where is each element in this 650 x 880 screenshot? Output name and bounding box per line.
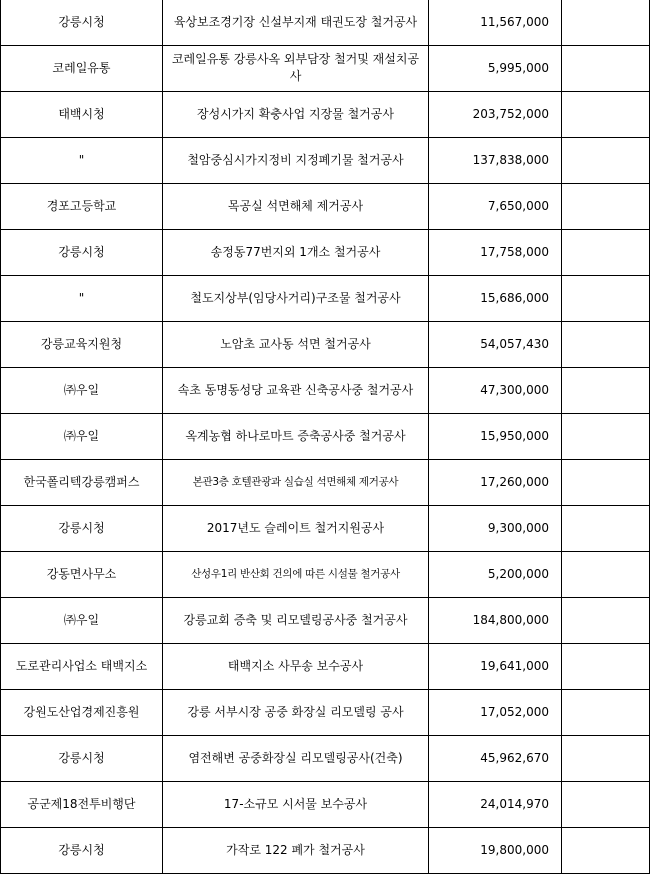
amount-cell: 184,800,000 — [429, 597, 562, 643]
project-cell: 염전해변 공중화장실 리모델링공사(건축) — [163, 735, 429, 781]
client-cell: 경포고등학교 — [1, 183, 163, 229]
client-cell: 강릉시청 — [1, 505, 163, 551]
table-row — [1, 229, 650, 275]
amount-cell: 47,300,000 — [429, 367, 562, 413]
note-cell — [562, 413, 650, 459]
amount-cell: 45,962,670 — [429, 735, 562, 781]
note-cell — [562, 827, 650, 873]
note-cell — [562, 229, 650, 275]
note-cell — [562, 45, 650, 91]
note-cell — [562, 781, 650, 827]
project-cell: 17-소규모 시서물 보수공사 — [163, 781, 429, 827]
amount-cell: 11,567,000 — [429, 0, 562, 45]
client-cell: 강릉시청 — [1, 735, 163, 781]
table-row — [1, 0, 650, 45]
project-cell: 철암중심시가지정비 지정폐기물 철거공사 — [163, 137, 429, 183]
project-cell: 가작로 122 폐가 철거공사 — [163, 827, 429, 873]
table-row — [1, 597, 650, 643]
client-cell: 한국폴리텍강릉캠퍼스 — [1, 459, 163, 505]
project-cell: 장성시가지 확충사업 지장물 철거공사 — [163, 91, 429, 137]
client-cell: " — [1, 275, 163, 321]
amount-cell: 5,200,000 — [429, 551, 562, 597]
table-row — [1, 505, 650, 551]
client-cell: 공군제18전투비행단 — [1, 781, 163, 827]
table-row — [1, 183, 650, 229]
table-row — [1, 367, 650, 413]
note-cell — [562, 735, 650, 781]
table-row — [1, 735, 650, 781]
project-cell: 산성우1리 반산회 건의에 따른 시설물 철거공사 — [163, 551, 429, 597]
note-cell — [562, 597, 650, 643]
note-cell — [562, 643, 650, 689]
amount-cell: 19,641,000 — [429, 643, 562, 689]
table-row — [1, 413, 650, 459]
note-cell — [562, 689, 650, 735]
amount-cell: 54,057,430 — [429, 321, 562, 367]
project-cell: 태백지소 사무송 보수공사 — [163, 643, 429, 689]
project-cell: 옥계농협 하나로마트 증축공사중 철거공사 — [163, 413, 429, 459]
note-cell — [562, 505, 650, 551]
note-cell — [562, 183, 650, 229]
client-cell: ㈜우일 — [1, 413, 163, 459]
table-row — [1, 91, 650, 137]
project-cell: 송정동77번지외 1개소 철거공사 — [163, 229, 429, 275]
client-cell: 도로관리사업소 태백지소 — [1, 643, 163, 689]
table-row — [1, 45, 650, 91]
client-cell: 강릉시청 — [1, 827, 163, 873]
amount-cell: 9,300,000 — [429, 505, 562, 551]
table-row — [1, 275, 650, 321]
amount-cell: 137,838,000 — [429, 137, 562, 183]
amount-cell: 203,752,000 — [429, 91, 562, 137]
table-row — [1, 689, 650, 735]
note-cell — [562, 91, 650, 137]
table-row — [1, 827, 650, 873]
table-row — [1, 459, 650, 505]
project-cell: 노암초 교사동 석면 철거공사 — [163, 321, 429, 367]
client-cell: " — [1, 137, 163, 183]
note-cell — [562, 137, 650, 183]
table-body — [1, 0, 650, 873]
note-cell — [562, 275, 650, 321]
project-cell: 강릉 서부시장 공중 화장실 리모델링 공사 — [163, 689, 429, 735]
project-cell: 목공실 석면해체 제거공사 — [163, 183, 429, 229]
amount-cell: 15,950,000 — [429, 413, 562, 459]
client-cell: 태백시청 — [1, 91, 163, 137]
client-cell: 강동면사무소 — [1, 551, 163, 597]
project-cell: 강릉교회 증축 및 리모델링공사중 철거공사 — [163, 597, 429, 643]
project-cell: 속초 동명동성당 교육관 신축공사중 철거공사 — [163, 367, 429, 413]
amount-cell: 19,800,000 — [429, 827, 562, 873]
project-cell: 2017년도 슬레이트 철거지원공사 — [163, 505, 429, 551]
amount-cell: 7,650,000 — [429, 183, 562, 229]
client-cell: 강릉시청 — [1, 0, 163, 45]
project-cell: 육상보조경기장 신설부지재 태권도장 철거공사 — [163, 0, 429, 45]
note-cell — [562, 0, 650, 45]
note-cell — [562, 367, 650, 413]
amount-cell: 17,758,000 — [429, 229, 562, 275]
amount-cell: 17,260,000 — [429, 459, 562, 505]
client-cell: 강릉시청 — [1, 229, 163, 275]
amount-cell: 5,995,000 — [429, 45, 562, 91]
table-row — [1, 643, 650, 689]
table-row — [1, 781, 650, 827]
table-row — [1, 321, 650, 367]
client-cell: 강원도산업경제진흥원 — [1, 689, 163, 735]
table-row — [1, 137, 650, 183]
note-cell — [562, 459, 650, 505]
project-cell: 철도지상부(임당사거리)구조물 철거공사 — [163, 275, 429, 321]
client-cell: 강릉교육지원청 — [1, 321, 163, 367]
note-cell — [562, 321, 650, 367]
amount-cell: 17,052,000 — [429, 689, 562, 735]
amount-cell: 24,014,970 — [429, 781, 562, 827]
project-cell: 코레일유통 강릉사옥 외부담장 철거및 재설치공사 — [163, 45, 429, 91]
table-row — [1, 551, 650, 597]
note-cell — [562, 551, 650, 597]
amount-cell: 15,686,000 — [429, 275, 562, 321]
project-cell: 본관3층 호텔관광과 실습실 석면해체 제거공사 — [163, 459, 429, 505]
client-cell: 코레일유통 — [1, 45, 163, 91]
client-cell: ㈜우일 — [1, 597, 163, 643]
client-cell: ㈜우일 — [1, 367, 163, 413]
